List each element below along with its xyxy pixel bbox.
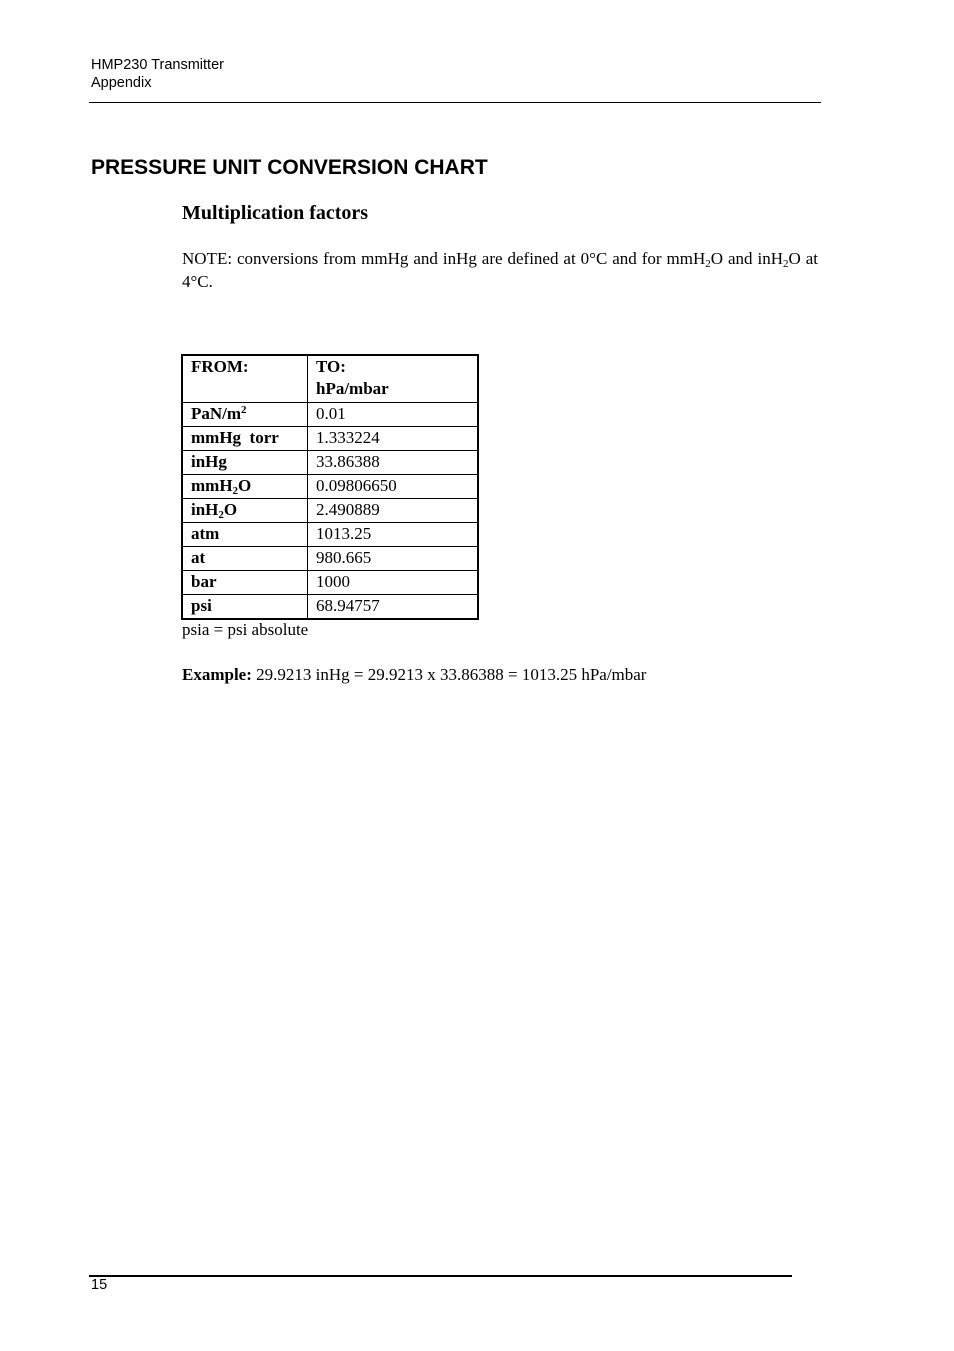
table-row bbox=[182, 547, 478, 571]
note-part-2: O and inH bbox=[710, 249, 783, 268]
header-from: FROM: bbox=[182, 355, 308, 403]
example-text: 29.9213 inHg = 29.9213 x 33.86388 = 1013.25 hPa/mbar bbox=[251, 665, 647, 684]
factor-value: 2.490889 bbox=[308, 499, 479, 523]
factor-value: 1000 bbox=[308, 571, 479, 595]
note-subscript-1: 2 bbox=[705, 258, 711, 270]
unit-superscript: 2 bbox=[241, 404, 247, 416]
note-subscript-2: 2 bbox=[783, 258, 789, 270]
factor-value: 0.01 bbox=[308, 403, 479, 427]
header-to-line1: TO: bbox=[316, 357, 346, 376]
section-title: PRESSURE UNIT CONVERSION CHART bbox=[91, 156, 488, 179]
factor-value: 68.94757 bbox=[308, 595, 479, 620]
table-row bbox=[182, 523, 478, 547]
from-unit: psi bbox=[182, 595, 308, 620]
from-unit: inH$_2$O bbox=[182, 499, 308, 523]
table-row bbox=[182, 475, 478, 499]
from-unit: PaN/$m^2$ bbox=[182, 403, 308, 427]
note-part-1: NOTE: conversions from mmHg and inHg are defined at 0°C and for mmH bbox=[182, 249, 706, 268]
table-row bbox=[182, 499, 478, 523]
page-number: 15 bbox=[91, 1277, 108, 1293]
conversion-note bbox=[182, 247, 818, 293]
note-part-3: O at 4°C. bbox=[182, 249, 819, 291]
table-row bbox=[182, 427, 478, 451]
subsection-title: Multiplication factors bbox=[182, 202, 369, 224]
header-rule bbox=[89, 102, 821, 103]
factor-value: 1.333224 bbox=[308, 427, 479, 451]
table-row bbox=[182, 571, 478, 595]
from-unit: mmHg torr bbox=[182, 427, 308, 451]
from-unit: bar bbox=[182, 571, 308, 595]
example-label: Example: bbox=[182, 665, 252, 684]
from-unit: inHg bbox=[182, 451, 308, 475]
table-row bbox=[182, 595, 478, 620]
header-to-line2: hPa/mbar bbox=[316, 379, 389, 398]
from-unit: mmH$_2$O bbox=[182, 475, 308, 499]
table-header-row bbox=[182, 355, 478, 403]
psia-note: psia = psi absolute bbox=[182, 620, 309, 639]
from-unit: at bbox=[182, 547, 308, 571]
footer-rule bbox=[89, 1275, 792, 1277]
table-row bbox=[182, 403, 478, 427]
unit-subscript: 2 bbox=[218, 509, 224, 521]
factor-value: 33.86388 bbox=[308, 451, 479, 475]
table-row bbox=[182, 451, 478, 475]
header-to bbox=[308, 355, 479, 403]
header-section: Appendix bbox=[91, 75, 152, 91]
factor-value: 0.09806650 bbox=[308, 475, 479, 499]
unit-subscript: 2 bbox=[232, 485, 239, 497]
page-header bbox=[91, 56, 224, 92]
header-product: HMP230 Transmitter bbox=[91, 57, 224, 73]
factor-value: 1013.25 bbox=[308, 523, 479, 547]
example-line bbox=[182, 665, 646, 685]
from-unit: atm bbox=[182, 523, 308, 547]
factor-value: 980.665 bbox=[308, 547, 479, 571]
conversion-table bbox=[181, 354, 479, 620]
